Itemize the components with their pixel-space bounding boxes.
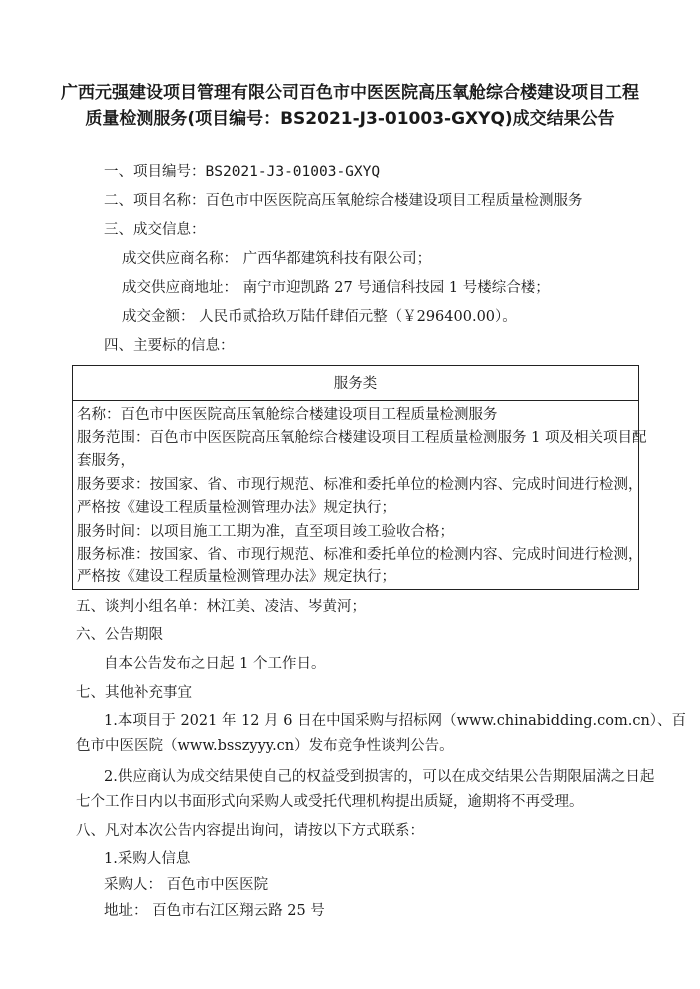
table-line: 套服务， <box>77 453 135 469</box>
section-7-item-1-line-2: 色市中医医院（www.bsszyyy.cn）发布竞争性谈判公告。 <box>76 738 454 754</box>
document-title-line-1: 广西元强建设项目管理有限公司百色市中医医院高压氧舱综合楼建设项目工程 <box>61 83 639 103</box>
section-8-heading: 八、凡对本次公告内容提出询问，请按以下方式联系： <box>76 823 424 839</box>
table-header: 服务类 <box>333 376 378 392</box>
table-line: 服务要求：按国家、省、市现行规范、标准和委托单位的检测内容、完成时间进行检测， <box>77 477 643 493</box>
table-line: 严格按《建设工程质量检测管理办法》规定执行； <box>77 500 396 516</box>
section-4-heading: 四、主要标的信息： <box>104 338 235 354</box>
section-7-item-2-line-1: 2.供应商认为成交结果使自己的权益受到损害的，可以在成交结果公告期限届满之日起 <box>104 769 655 785</box>
section-6-heading: 六、公告期限 <box>76 627 163 643</box>
section-7-heading: 七、其他补充事宜 <box>76 685 192 701</box>
section-7-item-1-line-1: 1.本项目于 2021 年 12 月 6 日在中国采购与招标网（www.chinabidding.com.cn）、百 <box>104 713 687 729</box>
section-3-heading: 三、成交信息： <box>104 222 206 238</box>
section-2-value: 百色市中医医院高压氧舱综合楼建设项目工程质量检测服务 <box>205 193 583 209</box>
table-line: 服务时间：以项目施工工期为准，直至项目竣工验收合格； <box>77 524 454 540</box>
section-5-panel-members: 五、谈判小组名单：林江美、凌洁、岑黄河； <box>76 599 366 615</box>
supplier-address: 成交供应商地址： 南宁市迎凯路 27 号通信科技园 1 号楼综合楼； <box>122 280 550 296</box>
table-line: 名称：百色市中医医院高压氧舱综合楼建设项目工程质量检测服务 <box>77 407 498 423</box>
table-line: 严格按《建设工程质量检测管理办法》规定执行； <box>77 569 396 585</box>
table-header-divider <box>73 400 638 401</box>
purchaser-name: 采购人： 百色市中医医院 <box>104 877 269 893</box>
table-line: 服务标准：按国家、省、市现行规范、标准和委托单位的检测内容、完成时间进行检测， <box>77 547 643 563</box>
section-1-label: 一、项目编号： <box>104 164 206 180</box>
table-line: 服务范围：百色市中医医院高压氧舱综合楼建设项目工程质量检测服务 1 项及相关项目配 <box>77 430 647 446</box>
document-title-line-2: 质量检测服务(项目编号：BS2021-J3-01003-GXYQ)成交结果公告 <box>85 109 615 129</box>
purchaser-info-heading: 1.采购人信息 <box>104 851 191 867</box>
deal-amount: 成交金额： 人民币贰拾玖万陆仟肆佰元整（￥296400.00）。 <box>122 309 517 325</box>
section-6-period-text: 自本公告发布之日起 1 个工作日。 <box>104 656 326 672</box>
section-2-label: 二、项目名称： <box>104 193 206 209</box>
subject-info-table <box>72 365 647 590</box>
purchaser-address: 地址： 百色市右江区翔云路 25 号 <box>104 903 325 919</box>
supplier-name: 成交供应商名称： 广西华都建筑科技有限公司； <box>122 251 432 267</box>
section-7-item-2-line-2: 七个工作日内以书面形式向采购人或受托代理机构提出质疑，逾期将不再受理。 <box>76 794 584 810</box>
section-1-value: BS2021-J3-01003-GXYQ <box>205 164 381 180</box>
section-2-project-name <box>104 192 583 210</box>
section-1-project-number <box>104 163 380 181</box>
